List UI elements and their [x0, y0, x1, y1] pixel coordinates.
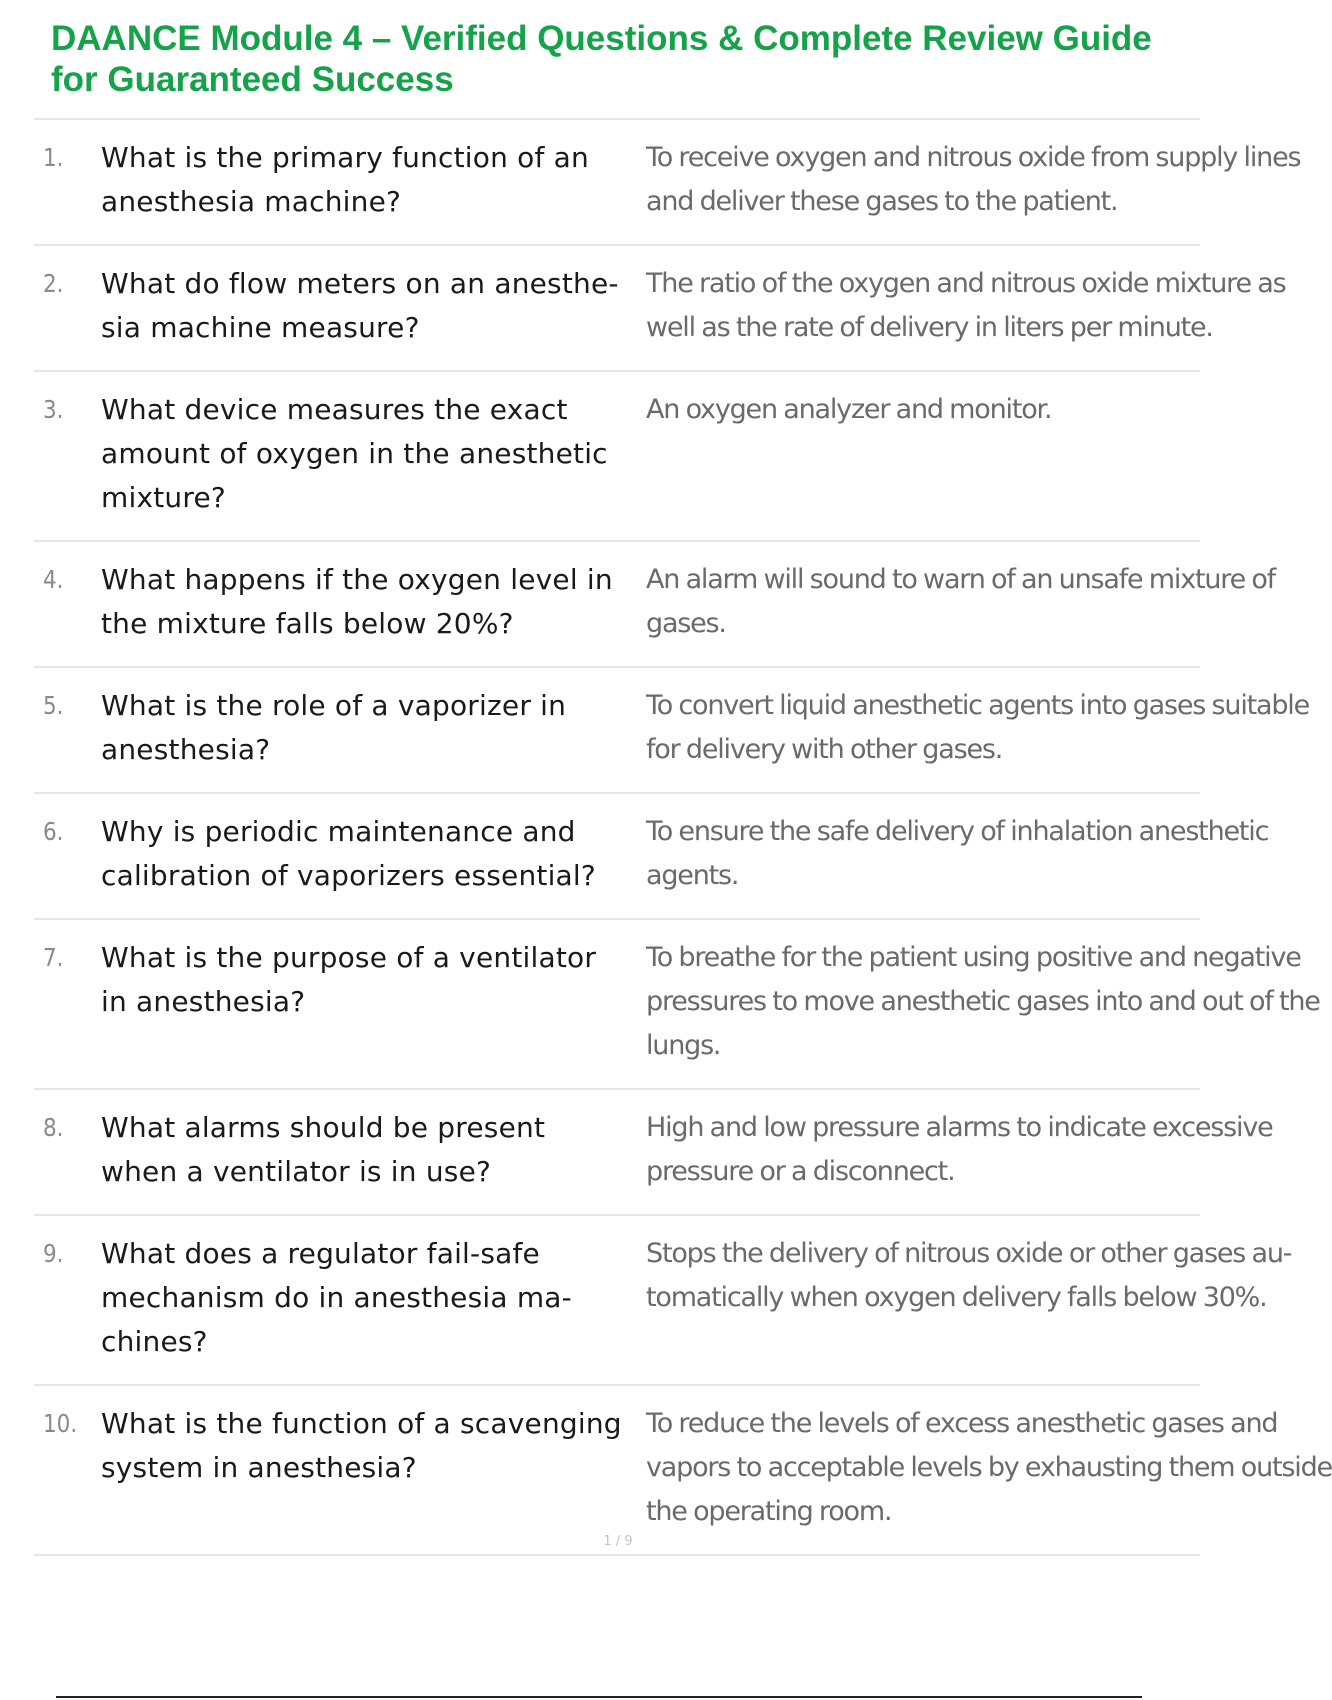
question-number: 9.	[43, 1239, 64, 1268]
answer-text	[646, 388, 1199, 432]
answer-line: agents.	[646, 860, 739, 891]
answer-line: An alarm will sound to warn of an unsafe mixture of	[646, 564, 1275, 595]
question-number: 6.	[43, 817, 64, 846]
question-line: anesthesia?	[101, 733, 271, 766]
question-text	[101, 388, 681, 520]
question-line: chines?	[101, 1325, 208, 1358]
answer-text	[646, 1232, 1292, 1320]
question-line: anesthesia machine?	[101, 185, 402, 218]
question-line: sia machine measure?	[101, 311, 420, 344]
question-text	[101, 558, 681, 646]
question-number: 8.	[43, 1113, 64, 1142]
answer-text	[646, 262, 1286, 350]
question-line: system in anesthesia?	[101, 1451, 417, 1484]
answer-line: lungs.	[646, 1030, 721, 1061]
document-title: DAANCE Module 4 – Verified Questions & Complete Review Guide for Guaranteed Success	[51, 19, 1152, 99]
question-text	[101, 136, 681, 224]
answer-line: High and low pressure alarms to indicate excessive	[646, 1112, 1273, 1143]
answer-line: To reduce the levels of excess anesthetic gases and	[646, 1408, 1278, 1439]
question-line: What is the purpose of a ventilator	[101, 941, 597, 974]
qa-row	[34, 542, 1275, 668]
question-number: 1.	[43, 143, 64, 172]
qa-row	[34, 794, 1269, 920]
answer-line: the operating room.	[646, 1496, 892, 1527]
question-number: 10.	[43, 1409, 78, 1438]
page-number: 1 / 9	[603, 1534, 633, 1549]
question-line: in anesthesia?	[101, 985, 306, 1018]
question-line: What alarms should be present	[101, 1111, 546, 1144]
qa-row	[34, 372, 1200, 542]
qa-row	[34, 1216, 1292, 1386]
question-text	[101, 1106, 681, 1194]
question-text	[101, 1232, 681, 1364]
answer-line: tomatically when oxygen delivery falls below 30%.	[646, 1282, 1267, 1313]
answer-line: for delivery with other gases.	[646, 734, 1003, 765]
qa-list	[34, 120, 1332, 1556]
answer-line: To breathe for the patient using positive and negative	[646, 942, 1301, 973]
answer-line: To convert liquid anesthetic agents into gases suitable	[646, 690, 1310, 721]
question-text	[101, 1402, 681, 1490]
question-line: mixture?	[101, 481, 226, 514]
answer-line: vapors to acceptable levels by exhausting them outside	[646, 1452, 1332, 1483]
qa-row	[34, 920, 1320, 1090]
question-line: What does a regulator fail-safe	[101, 1237, 540, 1270]
answer-text	[646, 810, 1269, 898]
answer-line: An oxygen analyzer and monitor.	[646, 394, 1052, 425]
answer-text	[646, 936, 1320, 1068]
question-text	[101, 262, 681, 350]
answer-text	[646, 558, 1275, 646]
qa-row	[34, 1090, 1273, 1216]
question-number: 7.	[43, 943, 64, 972]
qa-row	[34, 120, 1301, 246]
qa-row	[34, 1386, 1332, 1556]
question-number: 2.	[43, 269, 64, 298]
answer-line: and deliver these gases to the patient.	[646, 186, 1118, 217]
question-text	[101, 936, 681, 1024]
answer-line: gases.	[646, 608, 726, 639]
answer-text	[646, 136, 1301, 224]
question-line: when a ventilator is in use?	[101, 1155, 492, 1188]
question-number: 3.	[43, 395, 64, 424]
answer-line: To receive oxygen and nitrous oxide from supply lines	[646, 142, 1301, 173]
question-line: Why is periodic maintenance and	[101, 815, 576, 848]
question-line: the mixture falls below 20%?	[101, 607, 514, 640]
question-number: 5.	[43, 691, 64, 720]
question-text	[101, 810, 681, 898]
question-line: What happens if the oxygen level in	[101, 563, 613, 596]
question-line: What is the role of a vaporizer in	[101, 689, 567, 722]
qa-row	[34, 668, 1310, 794]
question-line: What device measures the exact	[101, 393, 568, 426]
answer-text	[646, 684, 1310, 772]
footer-rule	[56, 1696, 1142, 1698]
answer-line: pressures to move anesthetic gases into and out of the	[646, 986, 1320, 1017]
answer-text	[646, 1402, 1332, 1534]
question-line: What do flow meters on an anesthe-	[101, 267, 619, 300]
question-line: mechanism do in anesthesia ma-	[101, 1281, 572, 1314]
answer-text	[646, 1106, 1273, 1194]
answer-line: The ratio of the oxygen and nitrous oxide mixture as	[646, 268, 1286, 299]
question-line: calibration of vaporizers essential?	[101, 859, 596, 892]
question-line: amount of oxygen in the anesthetic	[101, 437, 608, 470]
answer-line: pressure or a disconnect.	[646, 1156, 955, 1187]
answer-line: To ensure the safe delivery of inhalation anesthetic	[646, 816, 1269, 847]
question-number: 4.	[43, 565, 64, 594]
answer-line: well as the rate of delivery in liters per minute.	[646, 312, 1213, 343]
answer-line: Stops the delivery of nitrous oxide or other gases au-	[646, 1238, 1292, 1269]
qa-row	[34, 246, 1286, 372]
question-line: What is the primary function of an	[101, 141, 589, 174]
question-line: What is the function of a scavenging	[101, 1407, 622, 1440]
question-text	[101, 684, 681, 772]
